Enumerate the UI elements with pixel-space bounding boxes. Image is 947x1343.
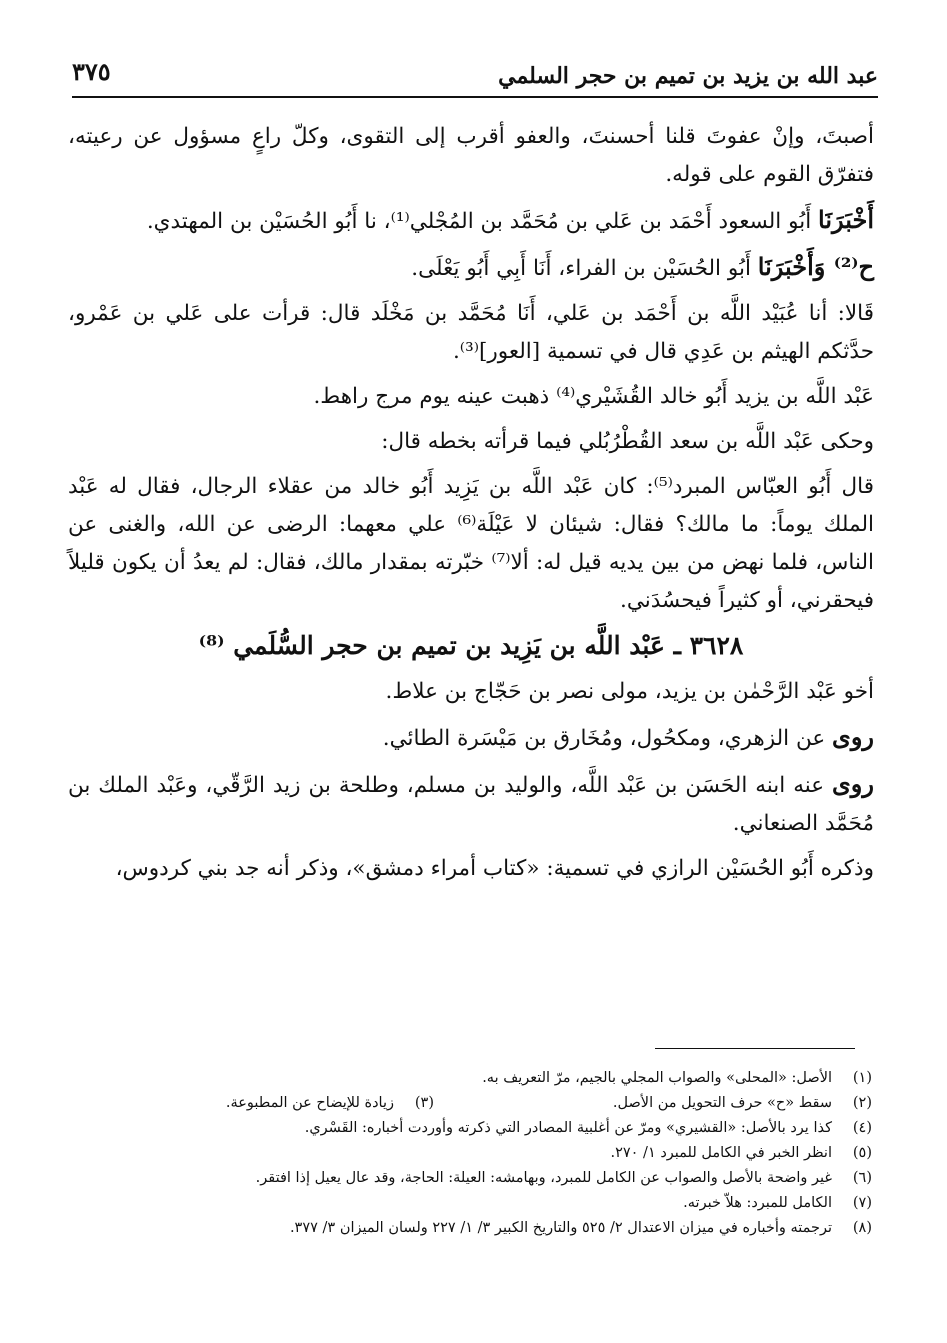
paragraph (68, 718, 874, 758)
footnote-text: انظر الخبر في الكامل للمبرد ١/ ٢٧٠. (610, 1145, 832, 1161)
footnote-number: (٤) (852, 1120, 872, 1136)
footnote-number: (٨) (852, 1220, 872, 1236)
narration-lead-word: روى (832, 722, 874, 751)
main-text (68, 118, 874, 895)
footnote (80, 1191, 872, 1216)
footnote-text: سقط «ح» حرف التحويل من الأصل. (612, 1095, 832, 1111)
paragraph (68, 248, 874, 288)
footnote-number: (٢) (852, 1095, 872, 1111)
footnote (80, 1116, 872, 1141)
header-rule (72, 96, 878, 98)
footnote-number: (١) (852, 1070, 872, 1086)
footnote-text: كذا يرد بالأصل: «القشيري» ومرّ عن أغلبية المصادر التي ذكرته وأوردت أخباره: القَسْري. (304, 1120, 832, 1136)
footnote-text: الكامل للمبرد: هلاّ خبرته. (683, 1195, 832, 1211)
paragraph (68, 765, 874, 843)
paragraph-text: عنه ابنه الحَسَن بن عَبْد اللَّه، والوليد بن مسلم، وطلحة بن زيد الرَّقّي، وعَبْد الملك بن مُحَمَّد الصنعاني. (68, 773, 874, 836)
paragraph: قَالا: أنا عُبَيْد اللَّه بن أَحْمَد بن عَلي، أَنَا مُحَمَّد بن مَخْلَد قال: قرأت على عَلي بن عَمْرو، حدَّثكم الهيثم بن عَدِي قال في تسمية [العور]⁽³⁾. (68, 301, 874, 364)
footnotes (80, 1066, 872, 1241)
entry-title: ٣٦٢٨ ـ عَبْد اللَّه بن يَزِيد بن تميم بن حجر السُّلَمي ⁽⁸⁾ (198, 631, 744, 660)
footnote (80, 1166, 872, 1191)
paragraph-text: أَبُو الحُسَيْن بن الفراء، أَنَا أَبِي أَبُو يَعْلَى. (411, 256, 751, 281)
footnote-text: الأصل: «المحلى» والصواب المجلي بالجيم، مرّ التعريف به. (482, 1070, 832, 1086)
footnote-text: غير واضحة بالأصل والصواب عن الكامل للمبرد، وبهامشه: العيلة: الحاجة، وقد عال يعيل إذا افتقر. (255, 1170, 832, 1186)
footnote-number: (٧) (852, 1195, 872, 1211)
page-number: ٣٧٥ (72, 57, 111, 86)
footnote-text: ترجمته وأخباره في ميزان الاعتدال ٢/ ٥٢٥ والتاريخ الكبير ٣/ ١/ ٢٢٧ ولسان الميزان ٣/ ٣٧٧. (289, 1220, 832, 1236)
narration-lead-word: روى (832, 769, 874, 798)
paragraph: وحكى عَبْد اللَّه بن سعد القُطْرُبُلي فيما قرأته بخطه قال: (381, 429, 874, 454)
footnote-number: (٥) (852, 1145, 872, 1161)
paragraph: أخو عَبْد الرَّحْمٰن بن يزيد، مولى نصر بن حَجّاج بن علاط. (385, 679, 874, 704)
paragraph-text: عن الزهري، ومكحُول، ومُخَارق بن مَيْسَرة الطائي. (382, 726, 826, 751)
footnote (80, 1141, 872, 1166)
footnote-pair (80, 1091, 872, 1116)
footnote-text: زيادة للإيضاح عن المطبوعة. (225, 1095, 394, 1111)
chain-lead-word: أَخْبَرَنَا (818, 205, 874, 234)
footnote (80, 1216, 872, 1241)
paragraph: عَبْد اللَّه بن يزيد أَبُو خالد القُشَيْري⁽⁴⁾ ذهبت عينه يوم مرج راهط. (313, 384, 874, 409)
paragraph: أصبتَ، وإنْ عفوتَ قلنا أحسنتَ، والعفو أقرب إلى التقوى، وكلّ راعٍ مسؤول عن رعيته، فتفرّق القوم على قوله. (68, 124, 874, 187)
footnote-number: (٣) (414, 1095, 434, 1111)
footnote-number: (٦) (852, 1170, 872, 1186)
paragraph (68, 201, 874, 241)
chain-lead-word: ح⁽²⁾ وَأَخْبَرَنَا (757, 252, 874, 281)
running-title: عبد الله بن يزيد بن تميم بن حجر السلمي (498, 63, 878, 89)
footnote (80, 1066, 872, 1091)
paragraph-text: أَبُو السعود أَحْمَد بن عَلي بن مُحَمَّد بن المُجْلي⁽¹⁾، نا أَبُو الحُسَيْن بن المهتدي. (146, 209, 812, 234)
paragraph: قال أَبُو العبّاس المبرد⁽⁵⁾: كان عَبْد اللَّه بن يَزِيد أَبُو خالد من عقلاء الرجال، فقال له عَبْد الملك يوماً: ما مالك؟ فقال: شيئان لا عَيْلَة⁽⁶⁾ علي معهما: الرضى عن الله، والغنى عن الناس، فلما نهض من بين يديه قيل له: ألا⁽⁷⁾ خبّرته بمقدار مالك، فقال: لم يعدُ أن يكون قليلاً فيحقرني، أو كثيراً فيحسُدَني. (68, 474, 874, 613)
paragraph: وذكره أَبُو الحُسَيْن الرازي في تسمية: «كتاب أمراء دمشق»، وذكر أنه جد بني كردوس، (115, 856, 874, 881)
footnote-rule (655, 1048, 855, 1049)
page-header (72, 55, 878, 95)
